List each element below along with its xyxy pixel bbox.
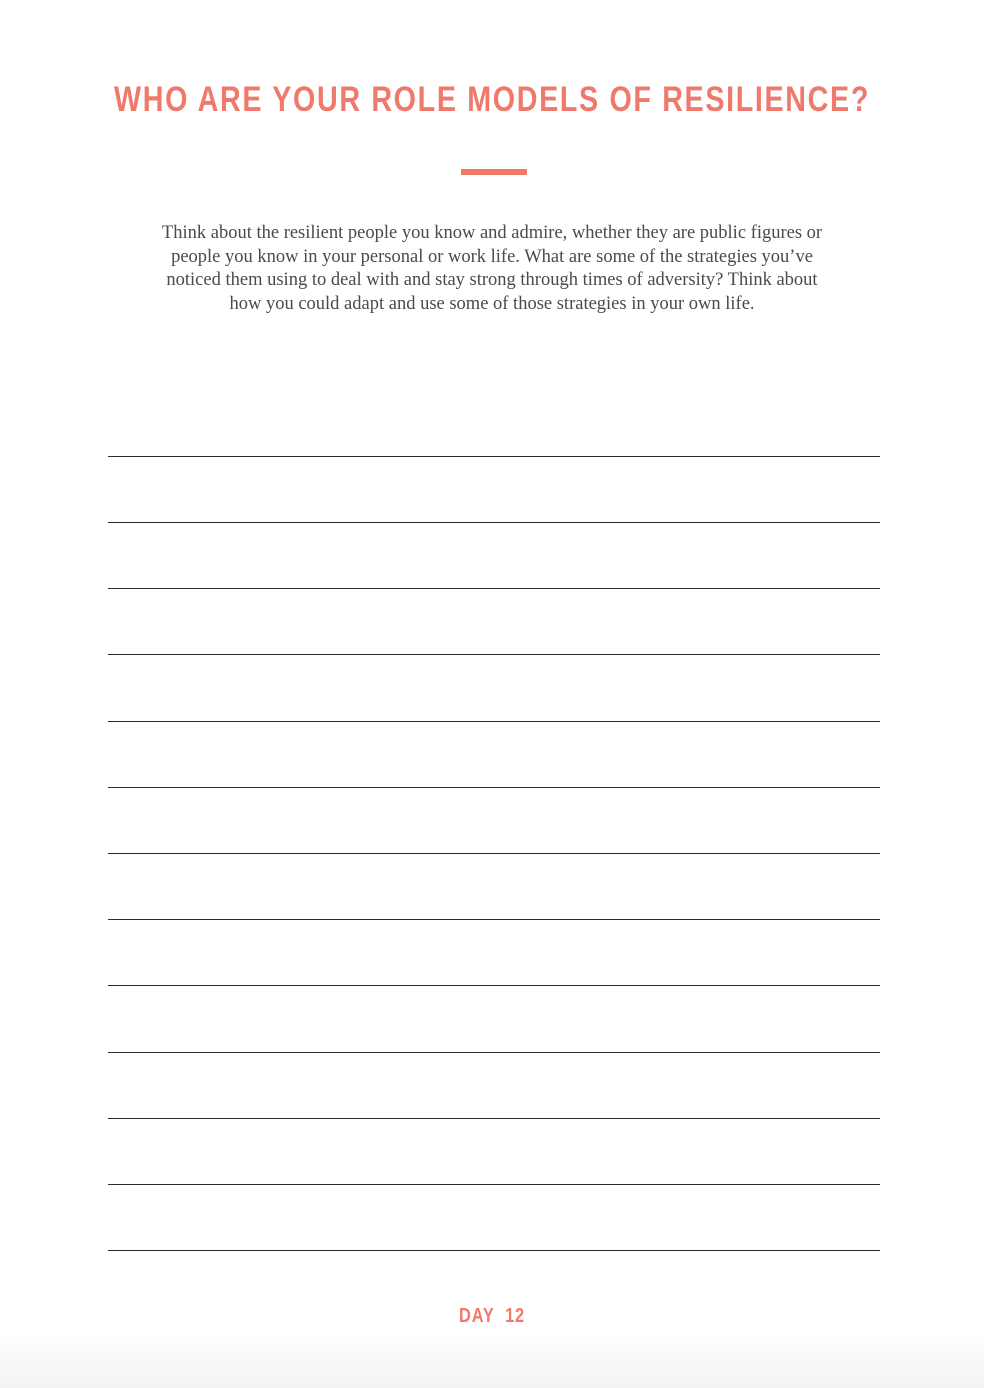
day-label: DAY 12	[459, 1305, 525, 1327]
writing-line[interactable]	[108, 721, 880, 722]
writing-line[interactable]	[108, 1118, 880, 1119]
writing-line[interactable]	[108, 1250, 880, 1251]
writing-line[interactable]	[108, 522, 880, 523]
writing-line[interactable]	[108, 654, 880, 655]
writing-line[interactable]	[108, 919, 880, 920]
writing-line[interactable]	[108, 787, 880, 788]
writing-line[interactable]	[108, 1184, 880, 1185]
writing-line[interactable]	[108, 588, 880, 589]
intro-paragraph: Think about the resilient people you know and admire, whether they are public figures or people you know in your personal or work life. What are some of the strategies you’ve noticed them using to deal with and stay strong through times of adversity? Think about how you could adapt and use some of those strategies in your own life.	[161, 223, 823, 314]
writing-line[interactable]	[108, 1052, 880, 1053]
writing-line[interactable]	[108, 853, 880, 854]
page-title: WHO ARE YOUR ROLE MODELS OF RESILIENCE?	[114, 80, 870, 119]
title-divider	[461, 169, 527, 175]
writing-line[interactable]	[108, 456, 880, 457]
writing-lines	[108, 456, 880, 1256]
writing-line[interactable]	[108, 985, 880, 986]
